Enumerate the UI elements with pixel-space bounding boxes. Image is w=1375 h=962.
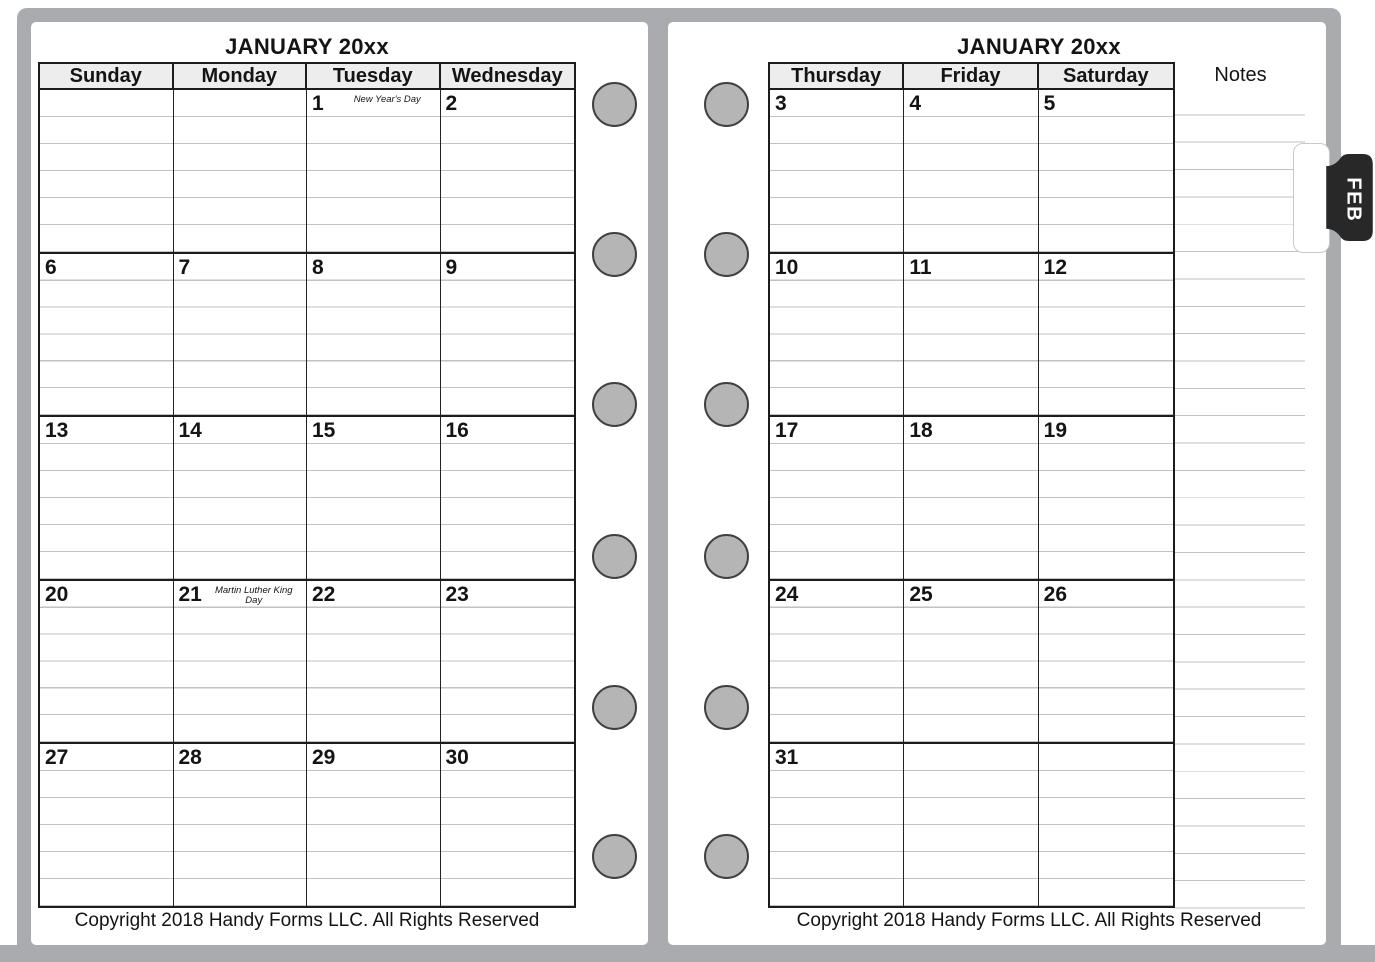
binder-hole bbox=[592, 834, 637, 879]
week-row bbox=[40, 88, 574, 252]
day-number: 1 bbox=[312, 92, 324, 115]
day-header-tuesday: Tuesday bbox=[307, 64, 441, 88]
day-cell bbox=[904, 417, 1038, 579]
day-cell bbox=[1039, 90, 1173, 252]
day-number: 9 bbox=[445, 255, 458, 279]
day-number: 11 bbox=[909, 255, 932, 279]
day-number: 3 bbox=[775, 92, 787, 115]
feb-tab-label: FEB bbox=[1342, 177, 1365, 223]
week-row bbox=[770, 579, 1173, 743]
left-page bbox=[31, 22, 648, 945]
binder-hole bbox=[592, 685, 637, 730]
day-cell bbox=[441, 254, 575, 416]
day-cell bbox=[40, 90, 174, 252]
day-cell bbox=[770, 417, 904, 579]
day-cell bbox=[1039, 254, 1173, 416]
notes-ruled-lines bbox=[1175, 88, 1305, 909]
day-cell bbox=[770, 581, 904, 743]
week-row bbox=[40, 579, 574, 743]
day-cell bbox=[307, 581, 441, 743]
day-cell bbox=[1039, 417, 1173, 579]
day-number: 13 bbox=[45, 419, 69, 443]
day-cell bbox=[40, 581, 174, 743]
day-number: 28 bbox=[178, 746, 202, 770]
copyright-left: Copyright 2018 Handy Forms LLC. All Rights Reserved bbox=[74, 910, 540, 931]
holiday-label: Martin Luther King Day bbox=[214, 584, 293, 607]
week-row bbox=[40, 252, 574, 416]
day-number: 22 bbox=[312, 582, 336, 606]
day-cell bbox=[40, 744, 174, 906]
day-header-friday: Friday bbox=[904, 64, 1038, 88]
day-cell bbox=[174, 90, 308, 252]
binder-frame-bottom bbox=[0, 945, 1375, 962]
binder-hole bbox=[704, 534, 749, 579]
day-cell bbox=[174, 417, 308, 579]
day-cell bbox=[307, 417, 441, 579]
day-cell bbox=[1039, 744, 1173, 906]
day-cell bbox=[40, 417, 174, 579]
day-number: 14 bbox=[178, 419, 202, 443]
day-number: 25 bbox=[909, 582, 933, 606]
day-cell bbox=[40, 254, 174, 416]
binder-hole bbox=[704, 232, 749, 277]
week-row bbox=[770, 415, 1173, 579]
day-number: 2 bbox=[445, 92, 458, 115]
binder-hole bbox=[704, 685, 749, 730]
day-number: 30 bbox=[445, 746, 469, 770]
binder-hole bbox=[704, 82, 749, 127]
day-cell bbox=[441, 90, 575, 252]
day-cell bbox=[307, 744, 441, 906]
day-number: 18 bbox=[909, 419, 933, 443]
day-cell bbox=[770, 254, 904, 416]
day-number: 7 bbox=[178, 255, 191, 279]
day-cell bbox=[770, 90, 904, 252]
day-number: 4 bbox=[909, 92, 922, 115]
left-page-title: JANUARY 20xx bbox=[225, 34, 389, 59]
day-cell bbox=[174, 254, 308, 416]
week-row bbox=[770, 252, 1173, 416]
day-number: 31 bbox=[775, 746, 799, 770]
day-number: 19 bbox=[1043, 419, 1068, 443]
day-number: 15 bbox=[312, 419, 336, 443]
day-cell bbox=[307, 254, 441, 416]
day-cell bbox=[441, 744, 575, 906]
day-cell bbox=[904, 744, 1038, 906]
day-number: 16 bbox=[445, 419, 469, 443]
day-cell bbox=[770, 744, 904, 906]
day-number: 5 bbox=[1043, 92, 1056, 115]
day-number: 17 bbox=[775, 419, 799, 443]
right-page-title: JANUARY 20xx bbox=[957, 34, 1121, 59]
day-cell bbox=[307, 90, 441, 252]
day-header-monday: Monday bbox=[174, 64, 308, 88]
day-cell bbox=[441, 581, 575, 743]
day-number: 26 bbox=[1043, 582, 1068, 606]
day-cell bbox=[1039, 581, 1173, 743]
day-number: 10 bbox=[775, 255, 799, 279]
day-cell bbox=[441, 417, 575, 579]
week-row bbox=[40, 415, 574, 579]
day-header-saturday: Saturday bbox=[1063, 65, 1149, 87]
notes-label: Notes bbox=[1214, 64, 1267, 86]
day-number: 8 bbox=[312, 255, 324, 279]
day-cell bbox=[904, 254, 1038, 416]
day-cell bbox=[174, 744, 308, 906]
week-row bbox=[770, 88, 1173, 252]
day-header-wednesday: Wednesday bbox=[451, 65, 563, 87]
right-page bbox=[668, 22, 1326, 945]
week-row bbox=[40, 742, 574, 906]
binder-hole bbox=[592, 82, 637, 127]
binder-hole bbox=[704, 382, 749, 427]
binder-hole bbox=[592, 534, 637, 579]
day-number: 21 bbox=[178, 582, 202, 606]
binder-hole bbox=[592, 232, 637, 277]
next-month-tab-outline bbox=[1293, 143, 1330, 253]
left-day-header-row bbox=[40, 64, 574, 88]
day-number: 20 bbox=[45, 582, 69, 606]
day-header-sunday: Sunday bbox=[40, 64, 174, 88]
day-cell bbox=[174, 581, 308, 743]
day-cell bbox=[904, 581, 1038, 743]
day-number: 23 bbox=[445, 582, 469, 606]
copyright-right: Copyright 2018 Handy Forms LLC. All Rights Reserved bbox=[796, 910, 1262, 931]
day-number: 29 bbox=[312, 746, 336, 770]
left-calendar-grid bbox=[38, 62, 576, 908]
binder-hole bbox=[704, 834, 749, 879]
day-number: 12 bbox=[1043, 255, 1068, 279]
day-number: 6 bbox=[45, 255, 57, 279]
right-day-header-row bbox=[770, 64, 1173, 88]
holiday-label: New Year's Day bbox=[353, 94, 421, 105]
binder-hole bbox=[592, 382, 637, 427]
day-cell bbox=[904, 90, 1038, 252]
day-number: 24 bbox=[775, 582, 799, 606]
day-number: 27 bbox=[45, 746, 69, 770]
week-row bbox=[770, 742, 1173, 906]
right-calendar-grid bbox=[768, 62, 1175, 908]
day-header-thursday: Thursday bbox=[770, 64, 904, 88]
month-tab-feb[interactable] bbox=[1326, 154, 1373, 241]
